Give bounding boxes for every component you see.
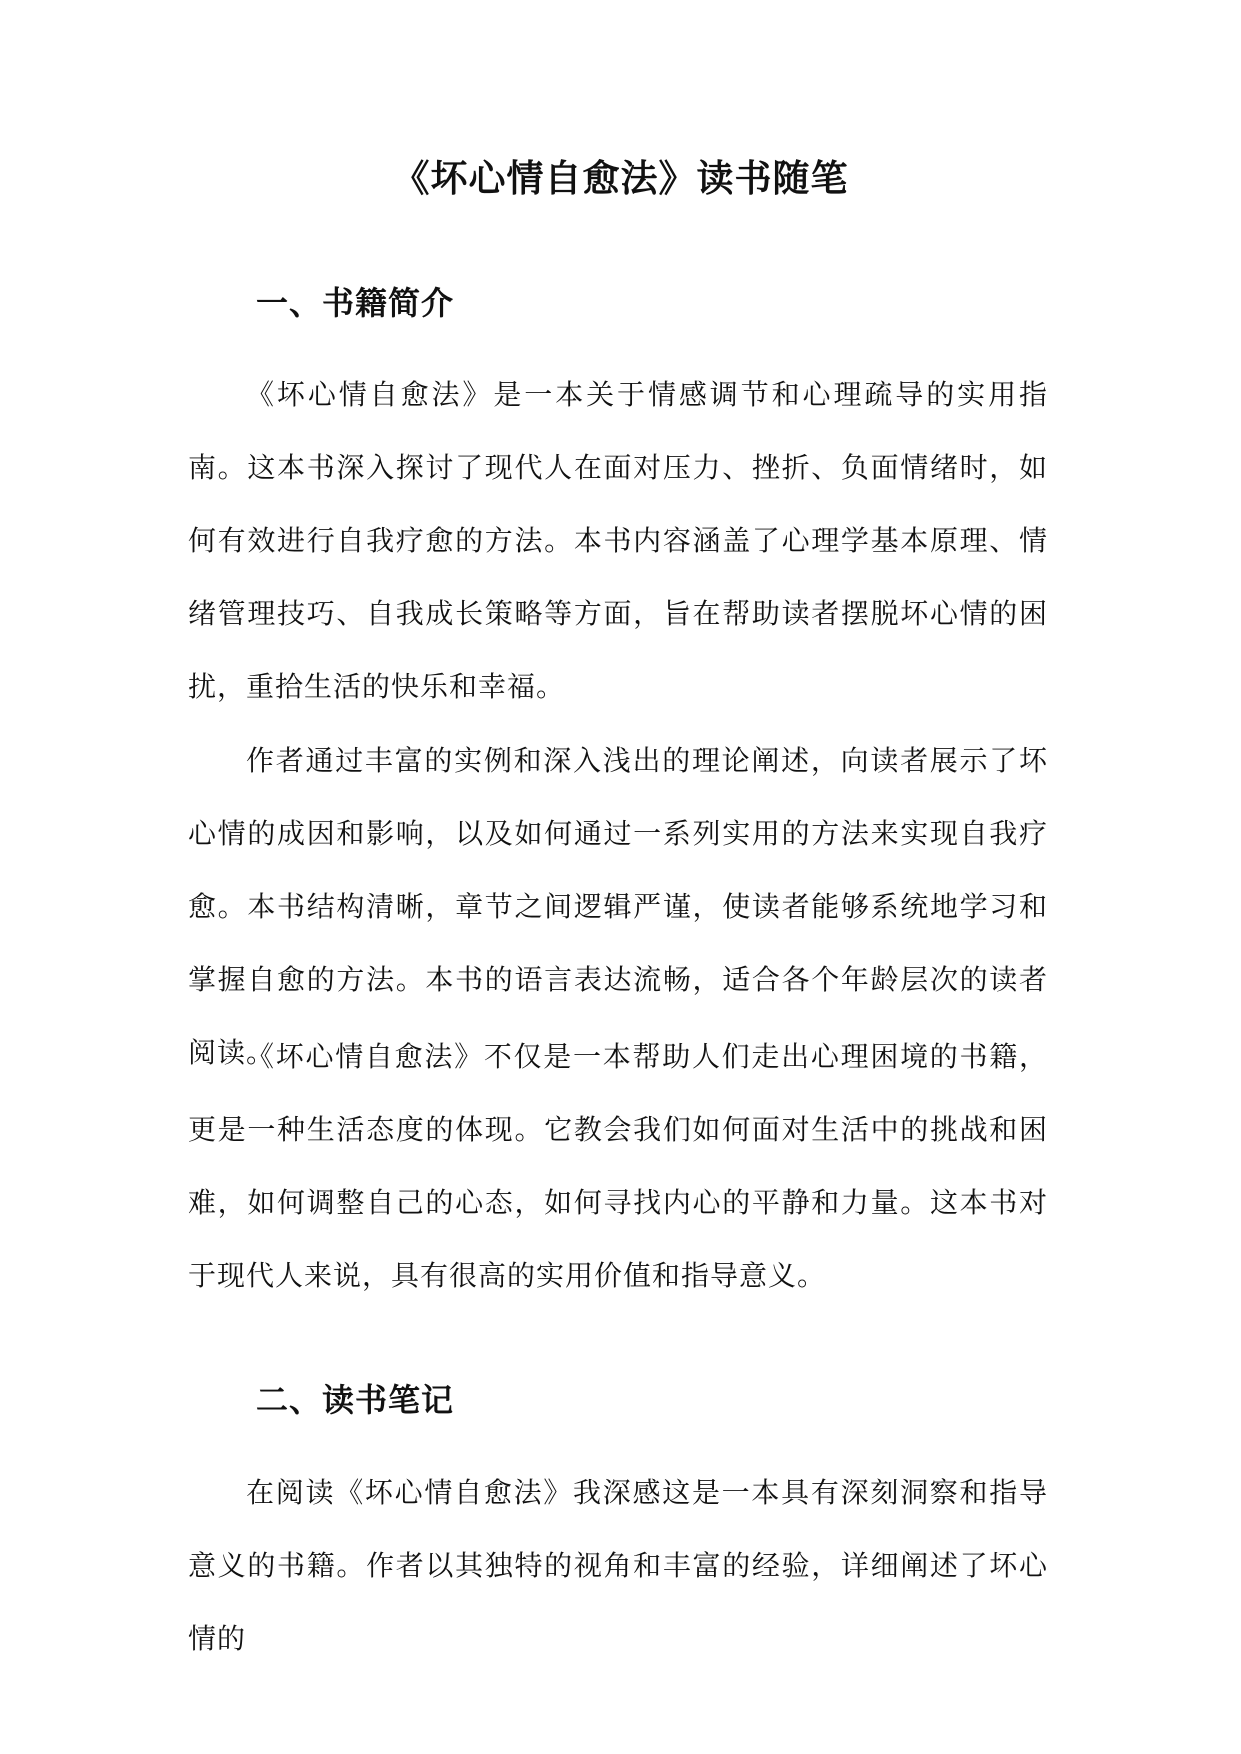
section-heading-introduction: 一、书籍简介: [256, 284, 455, 322]
paragraph-intro-2: 作者通过丰富的实例和深入浅出的理论阐述，向读者展示了坏心情的成因和影响，以及如何通过一系列实用的方法来实现自我疗愈。本书结构清晰，章节之间逻辑严谨，使读者能够系统地学习和掌握自愈的方法。本书的语言表达流畅，适合各个年龄层次的读者阅读。: [188, 744, 1048, 1069]
section-heading-notes: 二、读书笔记: [256, 1381, 455, 1419]
paragraph-intro-3: 《坏心情自愈法》不仅是一本帮助人们走出心理困境的书籍，更是一种生活态度的体现。它教会我们如何面对生活中的挑战和困难，如何调整自己的心态，如何寻找内心的平静和力量。这本书对于现代人来说，具有很高的实用价值和指导意义。: [188, 1040, 1048, 1292]
paragraph-intro-1: 《坏心情自愈法》是一本关于情感调节和心理疏导的实用指南。这本书深入探讨了现代人在面对压力、挫折、负面情绪时，如何有效进行自我疗愈的方法。本书内容涵盖了心理学基本原理、情绪管理技巧、自我成长策略等方面，旨在帮助读者摆脱坏心情的困扰，重拾生活的快乐和幸福。: [188, 378, 1048, 703]
document-title: 《坏心情自愈法》读书随笔: [392, 156, 849, 200]
paragraph-notes-1: 在阅读《坏心情自愈法》我深感这是一本具有深刻洞察和指导意义的书籍。作者以其独特的视角和丰富的经验，详细阐述了坏心情的: [188, 1476, 1048, 1655]
